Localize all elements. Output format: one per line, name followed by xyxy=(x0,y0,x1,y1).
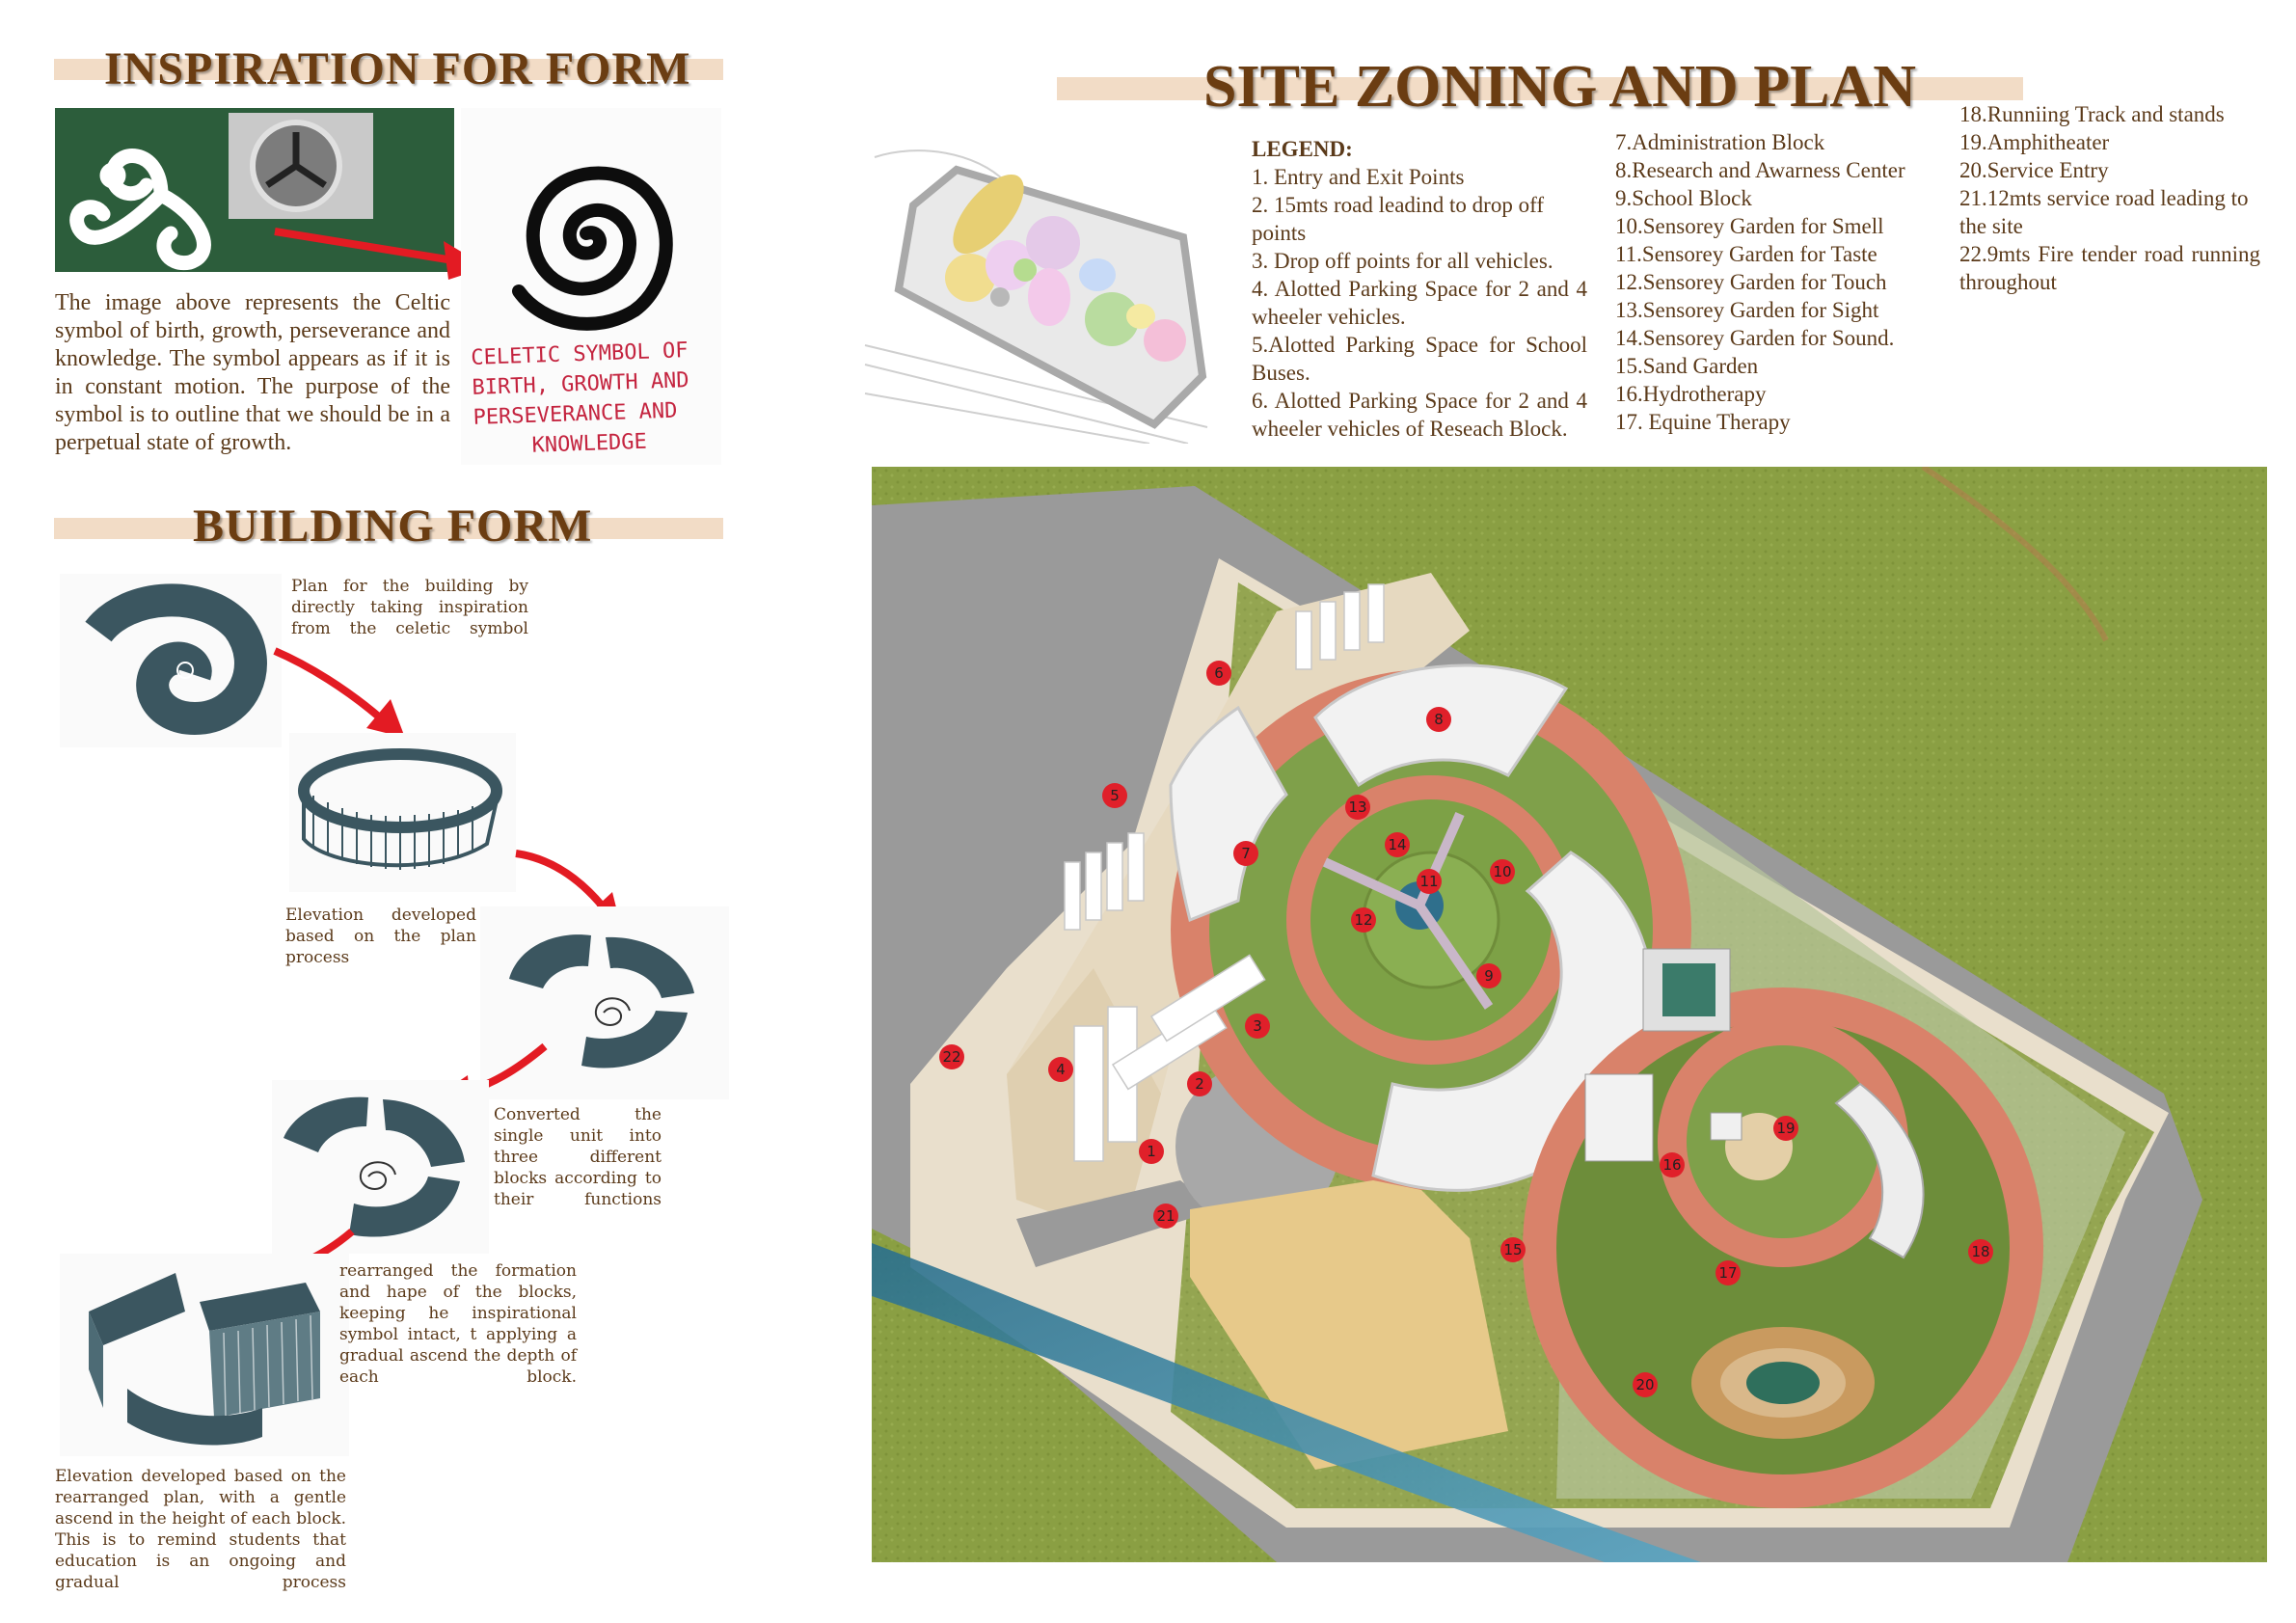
step-note-5: Elevation developed based on the rearranged plan, with a gentle ascend in the height of each block. This is to remind students that education is an ongoing and gradual process xyxy=(55,1467,346,1592)
plan-marker-label: 15 xyxy=(1503,1241,1523,1258)
plan-marker-label: 12 xyxy=(1354,911,1373,929)
building-title: BUILDING FORM xyxy=(193,500,593,552)
plan-marker-label: 16 xyxy=(1662,1156,1682,1174)
plan-marker-label: 10 xyxy=(1493,863,1512,880)
step-note-3: Converted the single unit into three different blocks according to their functions xyxy=(494,1105,662,1209)
legend-heading: LEGEND: xyxy=(1252,137,1353,161)
plan-marker-label: 11 xyxy=(1419,873,1439,890)
handwritten-note: CELETIC SYMBOL OF BIRTH, GROWTH AND PERSEVERANCE AND KNOWLEDGE xyxy=(471,338,689,458)
plan-marker-label: 9 xyxy=(1484,967,1494,985)
plan-marker-label: 17 xyxy=(1718,1264,1738,1282)
plan-marker-label: 20 xyxy=(1635,1376,1655,1393)
plan-marker-label: 2 xyxy=(1195,1075,1204,1093)
plan-marker-label: 19 xyxy=(1776,1120,1796,1137)
inspiration-title: INSPIRATION FOR FORM xyxy=(104,43,691,95)
plan-marker-label: 14 xyxy=(1388,836,1407,853)
plan-marker-label: 18 xyxy=(1971,1243,1990,1260)
plan-marker-label: 8 xyxy=(1434,711,1444,728)
step-note-1: Plan for the building by directly taking inspiration from the celetic symbol xyxy=(291,577,528,638)
shell-plan-sketch xyxy=(60,574,282,747)
plan-marker-label: 7 xyxy=(1241,845,1251,862)
plan-marker-label: 3 xyxy=(1253,1017,1262,1035)
plan-marker-label: 6 xyxy=(1214,664,1224,682)
plan-marker-label: 13 xyxy=(1348,798,1367,816)
elevation-ring-sketch xyxy=(289,733,516,892)
arrow-icon xyxy=(270,646,415,743)
plan-marker-label: 1 xyxy=(1147,1143,1156,1160)
inspiration-text: The image above represents the Celtic symbol of birth, growth, perseverance and knowledge. The symbol appears as if it is in constant motion. The purpose of the symbol is to outline that we should be in a perpetual state of growth. xyxy=(55,290,450,455)
arrow-icon xyxy=(270,227,492,284)
step-note-2: Elevation developed based on the plan process xyxy=(285,906,476,967)
plan-marker-label: 4 xyxy=(1056,1061,1066,1078)
legend-column-2: 7.Administration Block 8.Research and Awarness Center 9.School Block 10.Sensorey Garden for Smell 11.Sensorey Garden for Taste 12.Sensorey Garden for Touch 13.Sensorey Garden for Sight 14.Sensorey Garden for Sound. 15.Sand Garden 16.Hydrotherapy 17. Equine Therapy xyxy=(1615,130,1905,434)
zoning-thumbnail xyxy=(860,143,1225,444)
triskelion-coin-icon xyxy=(229,113,373,219)
plan-marker-label: 21 xyxy=(1156,1207,1175,1225)
legend-column-3: 18.Runniing Track and stands 19.Amphitheater 20.Service Entry 21.12mts service road leading to the site 22.9mts Fire tender road running throughout xyxy=(1959,102,2260,294)
plan-marker-label: 5 xyxy=(1110,787,1120,804)
legend-column-1: LEGEND: 1. Entry and Exit Points 2. 15mts road leadind to drop off points 3. Drop off points for all vehicles. 4. Alotted Parking Space for 2 and 4 wheeler vehicles. 5.Alotted Parking Space for School Buses. 6. Alotted Parking Space for 2 and 4 wheeler vehicles of Reseach Block. xyxy=(1252,137,1587,441)
site-title: SITE ZONING AND PLAN xyxy=(1203,54,1916,120)
final-elevation-sketch xyxy=(60,1254,349,1456)
plan-marker-label: 22 xyxy=(942,1048,961,1066)
site-plan xyxy=(872,467,2267,1562)
step-note-4: rearranged the formation and hape of the blocks, keeping he inspirational symbol intact, t applying a gradual ascend the depth of each block. xyxy=(339,1261,577,1387)
